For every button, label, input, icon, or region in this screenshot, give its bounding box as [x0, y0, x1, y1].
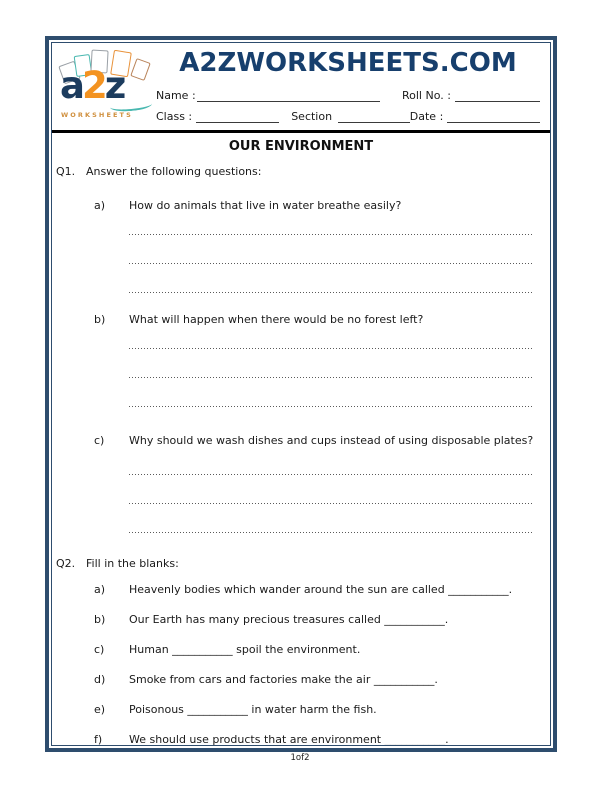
- class-blank-line: [196, 111, 279, 123]
- question-1c: [94, 434, 546, 447]
- answer-line: [129, 405, 534, 407]
- question-2a: [94, 583, 546, 596]
- question-1c-label: c): [94, 433, 105, 447]
- name-blank-line: [197, 90, 380, 102]
- question-1a-label: a): [94, 198, 106, 212]
- question-2b-label: b): [94, 612, 106, 626]
- worksheet-title: OUR ENVIRONMENT: [228, 138, 374, 154]
- question-2f: [94, 733, 546, 746]
- class-label: Class :: [156, 109, 193, 123]
- question-2c-label: c): [94, 642, 105, 656]
- date-label: Date :: [409, 109, 444, 123]
- a2z-logo: [60, 48, 156, 122]
- question-2-number: Q2.: [56, 556, 76, 570]
- inner-border: [51, 42, 551, 746]
- name-label: Name :: [156, 88, 196, 102]
- question-2f-label: f): [94, 732, 103, 746]
- answer-line: [129, 233, 534, 235]
- answer-line: [129, 473, 534, 475]
- question-1b-text: What will happen when there would be no forest left?: [129, 312, 424, 326]
- worksheet-body: [52, 133, 550, 746]
- question-2a-text: Heavenly bodies which wander around the sun are called ___________.: [129, 582, 513, 596]
- answer-line: [129, 531, 534, 533]
- date-blank-line: [447, 111, 540, 123]
- date-group: [410, 110, 540, 123]
- question-1b-label: b): [94, 312, 106, 326]
- question-2b: [94, 613, 546, 626]
- question-2: [56, 557, 546, 570]
- header-right: [156, 48, 540, 123]
- page-indicator: 1of2: [290, 753, 310, 763]
- logo-letter-a: a: [60, 64, 82, 107]
- question-2d-text: Smoke from cars and factories make the air ___________.: [129, 672, 438, 686]
- class-section-date-row: [156, 110, 540, 123]
- answer-line: [129, 376, 534, 378]
- question-2e: [94, 703, 546, 716]
- question-1c-text: Why should we wash dishes and cups instead of using disposable plates?: [129, 433, 534, 447]
- header: [52, 43, 550, 133]
- logo-letter-z: z: [104, 64, 124, 107]
- paper-doodle-icon: [130, 58, 151, 81]
- question-1a: [94, 199, 546, 212]
- question-2c: [94, 643, 546, 656]
- answer-line: [129, 291, 534, 293]
- answer-line: [129, 262, 534, 264]
- question-1-prompt: Answer the following questions:: [86, 164, 262, 178]
- answer-line: [129, 347, 534, 349]
- roll-label: Roll No. :: [402, 88, 451, 102]
- question-1b: [94, 313, 546, 326]
- answer-line: [129, 502, 534, 504]
- question-2c-text: Human ___________ spoil the environment.: [129, 642, 361, 656]
- question-2d: [94, 673, 546, 686]
- site-title: A2ZWORKSHEETS.COM: [179, 48, 517, 78]
- question-2d-label: d): [94, 672, 106, 686]
- student-fields: [156, 81, 540, 123]
- logo-letter-2: 2: [81, 64, 105, 107]
- question-1-number: Q1.: [56, 164, 76, 178]
- section-label: Section: [291, 109, 333, 123]
- question-1: [56, 165, 546, 178]
- question-1a-text: How do animals that live in water breathe easily?: [129, 198, 402, 212]
- question-2e-label: e): [94, 702, 106, 716]
- question-2b-text: Our Earth has many precious treasures called ___________.: [129, 612, 449, 626]
- logo-wordmark: [60, 64, 123, 108]
- worksheet-page-frame: [45, 36, 557, 752]
- roll-blank-line: [455, 90, 540, 102]
- question-2a-label: a): [94, 582, 106, 596]
- roll-group: [402, 89, 540, 102]
- question-2f-text: We should use products that are environment ___________.: [129, 732, 449, 746]
- question-2-prompt: Fill in the blanks:: [86, 556, 179, 570]
- logo-subtext: WORKSHEETS: [61, 111, 133, 119]
- section-blank-line: [338, 111, 410, 123]
- name-roll-row: [156, 89, 540, 102]
- question-2e-text: Poisonous ___________ in water harm the fish.: [129, 702, 377, 716]
